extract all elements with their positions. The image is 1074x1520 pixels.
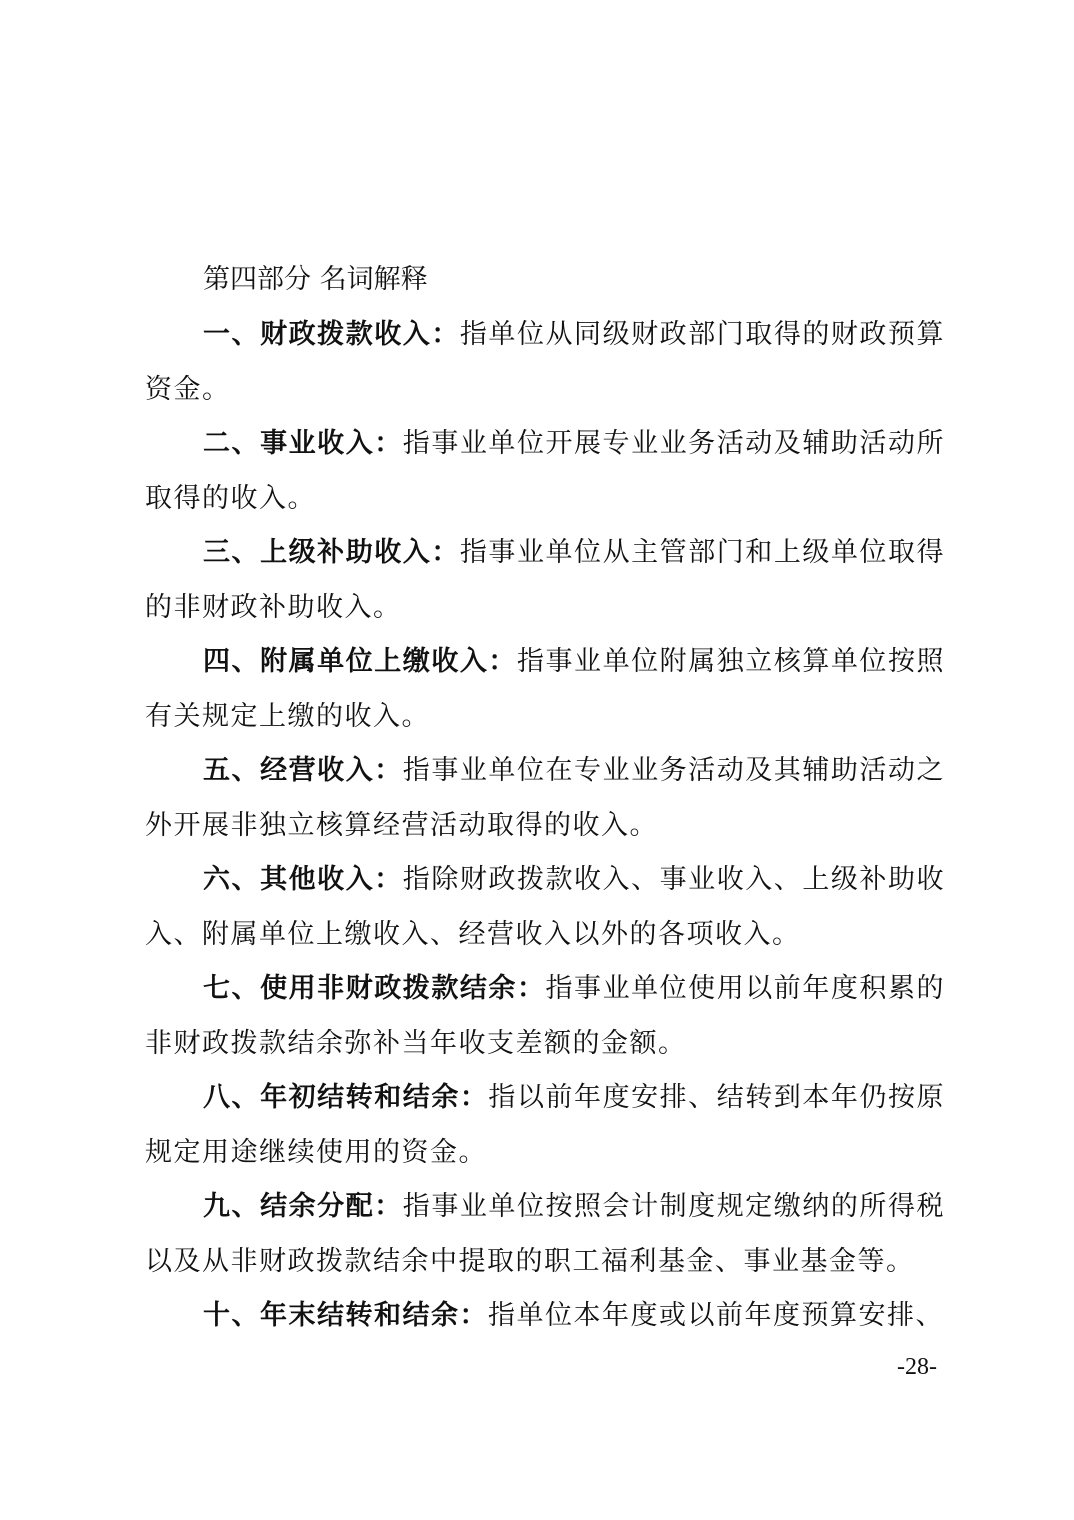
definition-term: 六、其他收入： — [203, 864, 403, 895]
definition-paragraph — [145, 308, 945, 417]
section-title: 第四部分 名词解释 — [203, 264, 428, 295]
glossary-body — [145, 252, 945, 1344]
definition-text: 指事业单位在专业业务活动及其辅助活动之外开展非独立核算经营活动取得的收入。 — [145, 755, 946, 841]
definition-paragraph — [145, 635, 945, 744]
definition-paragraph — [145, 1289, 945, 1344]
definition-paragraph — [145, 853, 945, 962]
definition-paragraph — [145, 417, 945, 526]
definition-text: 指事业单位按照会计制度规定缴纳的所得税以及从非财政拨款结余中提取的职工福利基金、事业基金等。 — [145, 1191, 946, 1277]
definition-term: 三、上级补助收入： — [203, 537, 460, 568]
definition-text: 指事业单位使用以前年度积累的非财政拨款结余弥补当年收支差额的金额。 — [145, 973, 946, 1059]
definition-term: 十、年末结转和结余： — [203, 1300, 488, 1331]
definition-text: 指单位本年度或以前年度预算安排、 — [488, 1300, 944, 1331]
definition-text: 指事业单位附属独立核算单位按照有关规定上缴的收入。 — [145, 646, 946, 732]
definition-term: 八、年初结转和结余： — [203, 1082, 489, 1113]
definition-term: 五、经营收入： — [203, 755, 403, 786]
definition-term: 四、附属单位上缴收入： — [203, 646, 517, 677]
definition-term: 九、结余分配： — [203, 1191, 403, 1222]
definition-text: 指除财政拨款收入、事业收入、上级补助收入、附属单位上缴收入、经营收入以外的各项收入。 — [145, 864, 946, 950]
page-number: -28- — [897, 1354, 937, 1380]
definition-paragraph — [145, 962, 945, 1071]
definition-term: 二、事业收入： — [203, 428, 403, 459]
definition-term: 七、使用非财政拨款结余： — [203, 973, 546, 1004]
definition-paragraph — [145, 744, 945, 853]
definition-text: 指事业单位从主管部门和上级单位取得的非财政补助收入。 — [145, 537, 946, 623]
definition-paragraph — [145, 1071, 945, 1180]
definition-text: 指事业单位开展专业业务活动及辅助活动所取得的收入。 — [145, 428, 946, 514]
definition-paragraph — [145, 1180, 945, 1289]
definition-text: 指以前年度安排、结转到本年仍按原规定用途继续使用的资金。 — [145, 1082, 946, 1168]
definition-text: 指单位从同级财政部门取得的财政预算资金。 — [145, 319, 946, 405]
definition-term: 一、财政拨款收入： — [203, 319, 460, 350]
definition-paragraph — [145, 526, 945, 635]
